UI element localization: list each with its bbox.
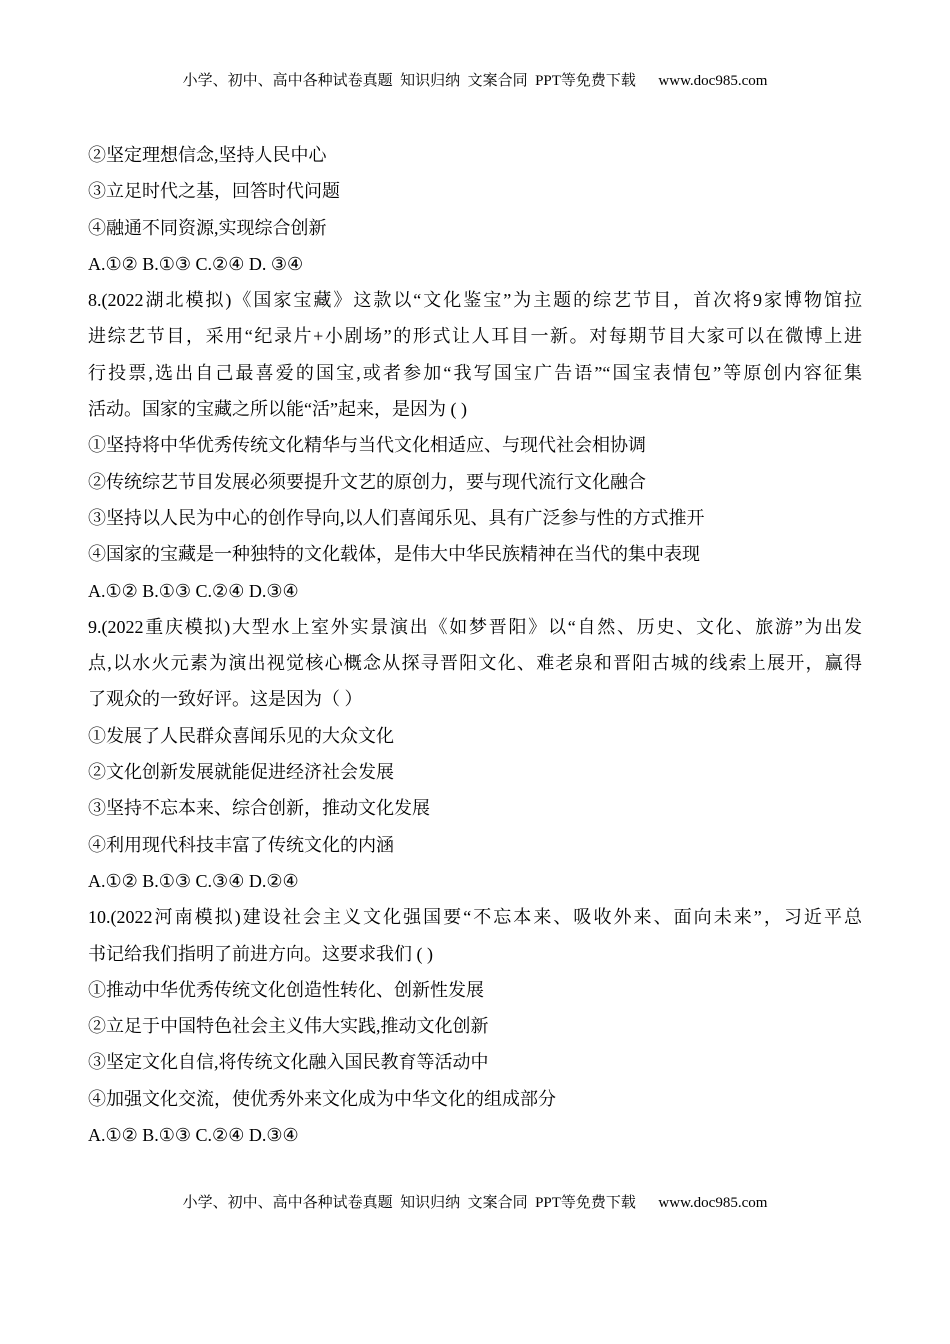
text-line: ①推动中华优秀传统文化创造性转化、创新性发展 (88, 979, 484, 1000)
text-line: ④加强文化交流，使优秀外来文化成为中华文化的组成部分 (88, 1088, 556, 1109)
text-line: ①发展了人民群众喜闻乐见的大众文化 (88, 725, 394, 746)
text-line: A.①② B.①③ C.③④ D.②④ (88, 870, 299, 891)
text-line: 9.(2022重庆模拟)大型水上室外实景演出《如梦晋阳》以“自然、历史、文化、旅游”为出发 (88, 616, 862, 637)
text-line: ③坚定文化自信,将传统文化融入国民教育等活动中 (88, 1052, 489, 1073)
text-line: 了观众的一致好评。这是因为（ ） (88, 689, 363, 710)
text-line: ②传统综艺节目发展必须要提升文艺的原创力，要与现代流行文化融合 (88, 471, 646, 492)
text-line: ②坚定理想信念,坚持人民中心 (88, 145, 327, 165)
text-line: ②立足于中国特色社会主义伟大实践,推动文化创新 (88, 1016, 489, 1037)
text-line: ③坚持不忘本来、综合创新，推动文化发展 (88, 798, 430, 819)
text-line: 10.(2022河南模拟)建设社会主义文化强国要“不忘本来、吸收外来、面向未来”，习近平总 (88, 907, 862, 928)
page-header: 小学、初中、高中各种试卷真题 知识归纳 文案合同 PPT等免费下载 www.doc985.com (182, 73, 768, 89)
text-line: 活动。国家的宝藏之所以能“活”起来，是因为 ( ) (88, 399, 467, 420)
text-line: A.①② B.①③ C.②④ D. ③④ (88, 253, 304, 274)
text-line: 点,以水火元素为演出视觉核心概念从探寻晋阳文化、难老泉和晋阳古城的线索上展开，赢得 (88, 653, 862, 674)
page-footer: 小学、初中、高中各种试卷真题 知识归纳 文案合同 PPT等免费下载 www.doc985.com (182, 1195, 768, 1211)
text-line: 8.(2022湖北模拟)《国家宝藏》这款以“文化鉴宝”为主题的综艺节目，首次将9家博物馆拉 (88, 290, 862, 311)
text-line: ④国家的宝藏是一种独特的文化载体，是伟大中华民族精神在当代的集中表现 (88, 544, 700, 565)
text-line: 书记给我们指明了前进方向。这要求我们 ( ) (88, 943, 433, 964)
text-line: 行投票,选出自己最喜爱的国宝,或者参加“我写国宝广告语”“国宝表情包”等原创内容征集 (88, 362, 862, 383)
document-body (88, 142, 862, 1158)
text-line: ④融通不同资源,实现综合创新 (88, 217, 327, 238)
text-line: ③坚持以人民为中心的创作导向,以人们喜闻乐见、具有广泛参与性的方式推开 (88, 507, 705, 528)
text-line: A.①② B.①③ C.②④ D.③④ (88, 580, 299, 601)
text-line: A.①② B.①③ C.②④ D.③④ (88, 1125, 299, 1146)
text-line: ③立足时代之基，回答时代问题 (88, 181, 340, 202)
text-line: ④利用现代科技丰富了传统文化的内涵 (88, 834, 394, 855)
text-line: 进综艺节目，采用“纪录片+小剧场”的形式让人耳目一新。对每期节目大家可以在微博上进 (88, 326, 862, 347)
text-line: ①坚持将中华优秀传统文化精华与当代文化相适应、与现代社会相协调 (88, 435, 646, 456)
text-line: ②文化创新发展就能促进经济社会发展 (88, 762, 394, 783)
